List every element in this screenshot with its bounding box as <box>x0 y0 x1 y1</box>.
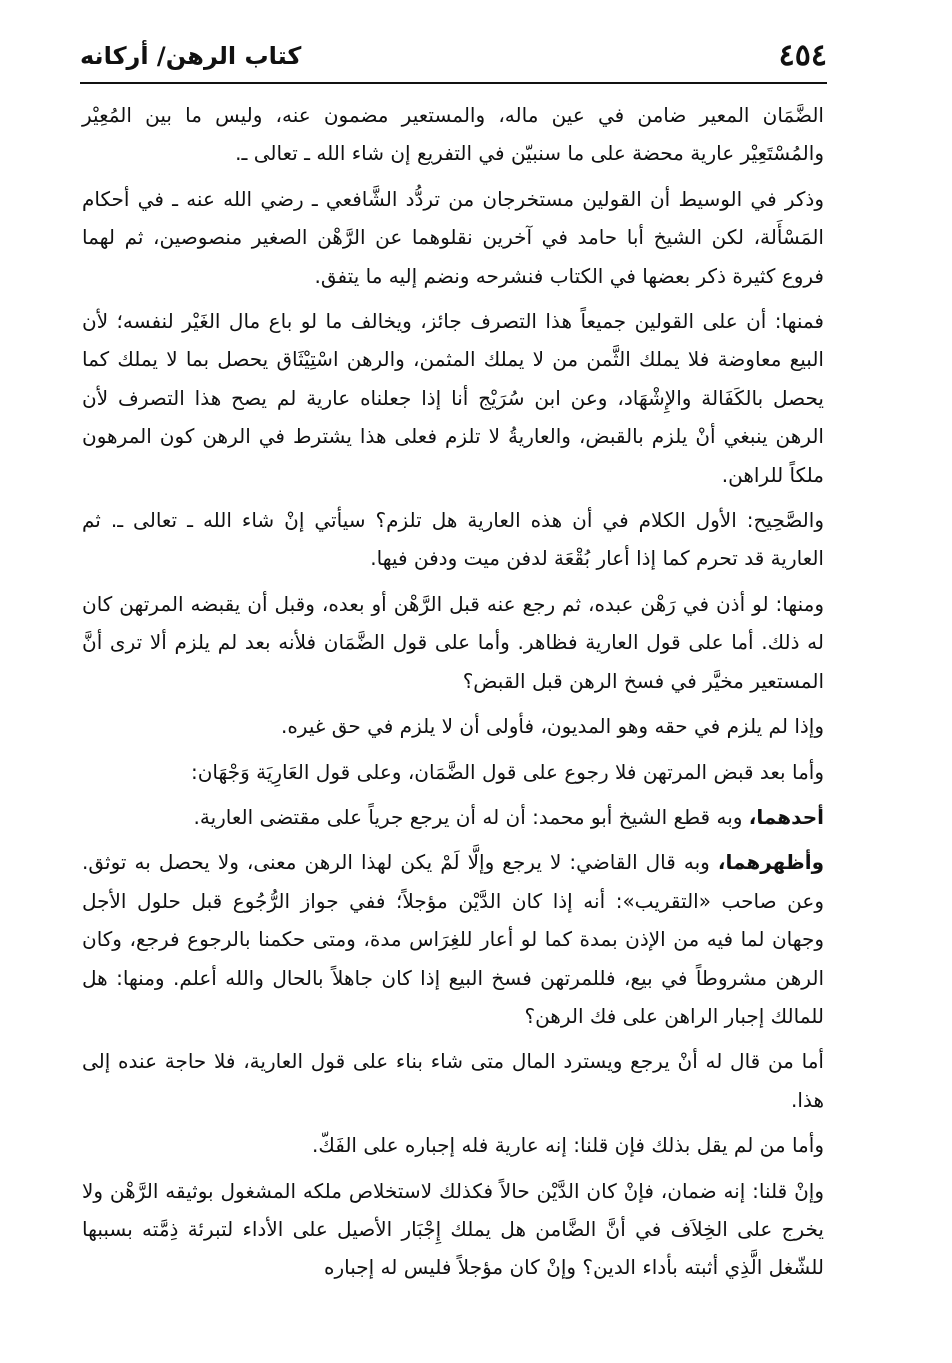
paragraph <box>82 707 824 745</box>
paragraph <box>82 1042 824 1119</box>
paragraph-text: فمنها: أن على القولين جميعاً هذا التصرف جائز، ويخالف ما لو باع مال الغَيْر لنفسه؛ لأن البيع معاوضة فلا يملك الثَّمن من لا يملك المثمن، والرهن اسْتِيْثَاق يحصل بما لا يملك كما يحصل بالكَفَالة والإِشْهَاد، وعن ابن سُرَيْج أنا إذا جعلناه عارية لم يصح هذا التصرف لأن الرهن ينبغي أنْ يلزم بالقبض، والعاريةُ لا تلزم فعلى هذا يشترط في الرهن كون المرهون ملكاً للراهن. <box>82 309 824 487</box>
paragraph-text: وبه قال القاضي: لا يرجع وإلَّا لَمْ يكن لهذا الرهن معنى، ولا يحصل به توثق. وعن صاحب «التقريب»: أنه إذا كان الدَّيْن مؤجلاً؛ ففي جواز الرُّجُوع قبل حلول الأجل وجهان لما فيه من الإذن بمدة كما لو أعار للغِرَاس مدة، ومتى حكمنا بالرجوع فرجع، وكان الرهن مشروطاً في بيع، فللمرتهن فسخ البيع إذا كان جاهلاً بالحال والله أعلم. ومنها: هل للمالك إجبار الراهن على فك الرهن؟ <box>82 850 824 1028</box>
paragraph-text: ومنها: لو أذن في رَهْن عبده، ثم رجع عنه قبل الرَّهْن أو بعده، وقبل أن يقبضه المرتهن كان له ذلك. أما على قول العارية فظاهر. وأما على قول الضَّمَان فلأنه بعد لم يلزم ألا ترى أنَّ المستعير مخيَّر في فسخ الرهن قبل القبض؟ <box>82 591 824 693</box>
paragraph-text: وذكر في الوسيط أن القولين مستخرجان من تردُّد الشَّافعي ـ رضي الله عنه ـ في أحكام المَسْأَلة، لكن الشيخ أبا حامد في آخرين نقلوهما عن الرَّهْن الصغير منصوصين، ثم لهما فروع كثيرة ذكر بعضها في الكتاب فنشرحه ونضم إليه ما يتفق. <box>82 186 824 288</box>
page-header <box>80 38 827 76</box>
paragraph-text: وأما من لم يقل بذلك فإن قلنا: إنه عارية فله إجباره على الفَكّ. <box>311 1133 824 1158</box>
paragraph-lead: وأظهرهما، <box>717 850 824 875</box>
paragraph <box>82 798 824 836</box>
header-rule <box>80 82 827 84</box>
paragraph <box>82 180 824 295</box>
paragraph <box>82 753 824 791</box>
paragraph <box>82 302 824 494</box>
paragraph-lead: أحدهما، <box>748 804 824 829</box>
paragraph <box>82 585 824 700</box>
paragraph <box>82 1172 824 1287</box>
paragraph-text: وإذا لم يلزم في حقه وهو المديون، فأولى أن لا يلزم في حق غيره. <box>280 714 824 739</box>
page-body <box>82 96 824 1294</box>
paragraph <box>82 1126 824 1164</box>
paragraph <box>82 96 824 173</box>
running-title: كتاب الرهن/ أركانه <box>80 42 302 70</box>
paragraph <box>82 501 824 578</box>
paragraph <box>82 843 824 1035</box>
paragraph-text: وإنْ قلنا: إنه ضمان، فإنْ كان الدَّيْن حالاً فكذلك لاستخلاص ملكه المشغول بوثيقه الرَّهْن ولا يخرج على الخِلاَف في أنَّ الضَّامن هل يملك إِجْبَار الأصيل على الأداء لتبرئة ذِمَّته بسببها للشّغل الَّذِي أثبته بأداء الدين؟ وإنْ كان مؤجلاً فليس له إجباره <box>82 1178 824 1280</box>
paragraph-text: الضَّمَان المعير ضامن في عين ماله، والمستعير مضمون عنه، وليس ما بين المُعِيْر والمُسْتَعِيْر عارية محضة على ما سنبيّن في التفريع إن شاء الله ـ تعالى ـ. <box>82 103 824 166</box>
paragraph-text: والصَّحِيح: الأول الكلام في أن هذه العارية هل تلزم؟ سيأتي إنْ شاء الله ـ تعالى ـ. ثم العارية قد تحرم كما إذا أعار بُقْعَة لدفن ميت ودفن فيها. <box>82 508 824 571</box>
page-number: ٤٥٤ <box>778 38 827 73</box>
paragraph-text: وبه قطع الشيخ أبو محمد: أن له أن يرجع جرياً على مقتضى العارية. <box>193 804 749 829</box>
paragraph-text: أما من قال له أنْ يرجع ويسترد المال متى شاء بناء على قول العارية، فلا حاجة عنده إلى هذا. <box>82 1049 824 1112</box>
paragraph-text: وأما بعد قبض المرتهن فلا رجوع على قول الضَّمَان، وعلى قول العَارِيَة وَجْهَان: <box>190 759 824 784</box>
